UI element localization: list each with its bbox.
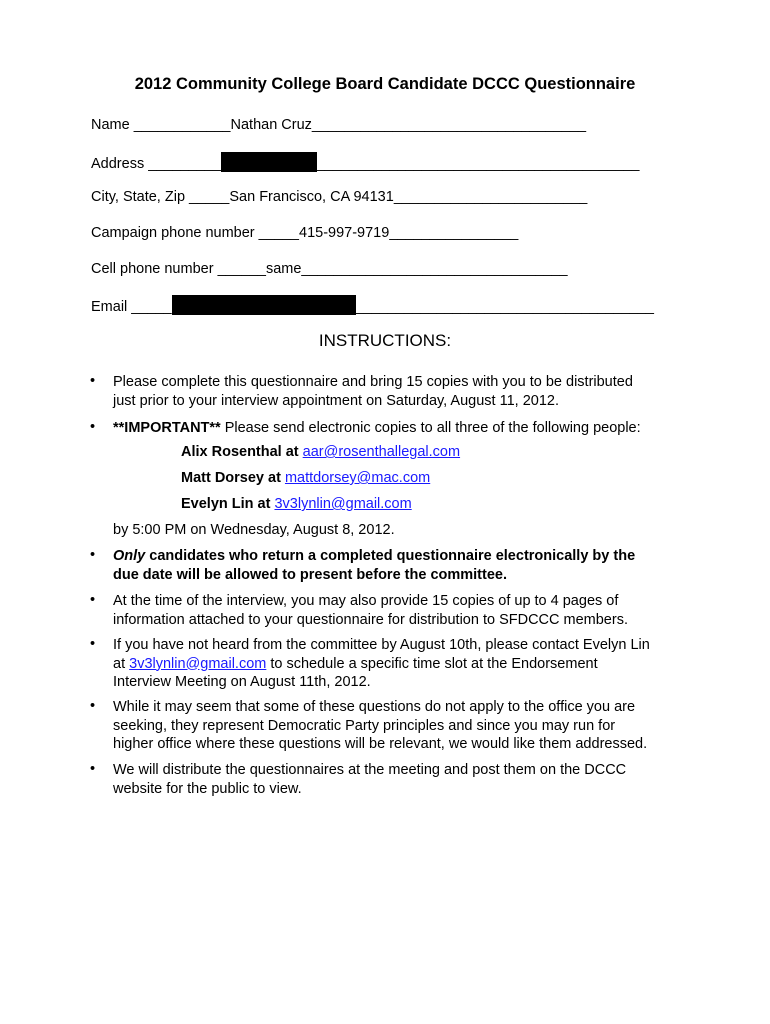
cell-phone-blank-pre: ______: [217, 261, 266, 277]
bullet-icon: •: [90, 761, 96, 777]
instruction-text: We will distribute the questionnaires at the meeting and post them on the DCCC: [113, 762, 627, 778]
campaign-phone-label: Campaign phone number: [91, 225, 255, 241]
email-label: Email: [91, 299, 128, 315]
bullet-icon: •: [90, 698, 96, 714]
instruction-text: Interview Meeting on August 11th, 2012.: [113, 674, 371, 690]
instruction-text: candidates who return a completed questionnaire electronically by the: [145, 548, 636, 564]
instruction-text: While it may seem that some of these questions do not apply to the office you are: [113, 699, 636, 715]
instruction-item-distribution: [113, 761, 626, 798]
instruction-item-copies: [113, 373, 633, 410]
city-state-zip-value: San Francisco, CA 94131: [229, 189, 394, 205]
deadline-text: by 5:00 PM on Wednesday, August 8, 2012.: [113, 522, 395, 538]
email-blank-pre: _____: [131, 299, 172, 315]
bullet-icon: •: [90, 592, 96, 608]
email-blank-post: _____________________________________: [355, 299, 655, 315]
address-field: [91, 152, 639, 173]
instruction-text: website for the public to view.: [113, 780, 302, 797]
instruction-text: to schedule a specific time slot at the Endorsement: [266, 655, 598, 672]
city-state-zip-field: [91, 188, 587, 206]
instructions-heading: INSTRUCTIONS:: [318, 331, 452, 350]
address-blank-pre: _________: [148, 156, 221, 172]
contact-name: Alix Rosenthal at: [181, 444, 303, 460]
email-link-matt[interactable]: mattdorsey@mac.com: [284, 470, 431, 486]
email-link-alix[interactable]: aar@rosenthallegal.com: [302, 444, 461, 460]
city-state-zip-label: City, State, Zip: [91, 189, 186, 205]
email-link-evelyn-inline[interactable]: 3v3lynlin@gmail.com: [129, 655, 267, 672]
campaign-phone-value: 415-997-9719: [299, 225, 390, 241]
name-blank-pre: ____________: [133, 117, 231, 133]
instruction-item-important: [113, 419, 641, 438]
instruction-item-attachments: [113, 592, 628, 629]
email-field: [91, 295, 654, 316]
instruction-text: If you have not heard from the committee by August 10th, please contact Evelyn Lin: [113, 637, 650, 653]
document-title: 2012 Community College Board Candidate DCCC Questionnaire: [134, 75, 636, 93]
instruction-text: just prior to your interview appointment on Saturday, August 11, 2012.: [113, 392, 560, 409]
instruction-item-questions: [113, 698, 647, 754]
email-redaction: [172, 295, 356, 315]
campaign-phone-field: [91, 224, 518, 242]
city-blank-pre: _____: [189, 189, 230, 205]
bullet-icon: •: [90, 419, 96, 435]
instruction-text: At the time of the interview, you may also provide 15 copies of up to 4 pages of: [113, 593, 619, 609]
email-link-evelyn[interactable]: 3v3lynlin@gmail.com: [274, 496, 412, 512]
city-blank-post: ________________________: [393, 189, 588, 205]
name-label: Name: [91, 117, 130, 133]
instruction-text: Please complete this questionnaire and bring 15 copies with you to be distributed: [113, 374, 633, 390]
cell-phone-value: same: [265, 261, 302, 277]
instruction-item-contact: [113, 636, 650, 692]
contact-name: Matt Dorsey at: [181, 470, 285, 486]
bullet-icon: •: [90, 636, 96, 652]
instruction-text: Please send electronic copies to all three of the following people:: [220, 420, 641, 436]
address-redaction: [221, 152, 317, 172]
name-field: [91, 116, 586, 134]
address-label: Address: [91, 156, 145, 172]
name-value: Nathan Cruz: [230, 117, 312, 133]
instruction-text: due date will be allowed to present before the committee.: [113, 566, 507, 583]
address-blank-post: ________________________________________: [316, 156, 640, 172]
contact-name: Evelyn Lin at: [181, 496, 275, 512]
bullet-icon: •: [90, 373, 96, 389]
instruction-text: information attached to your questionnaire for distribution to SFDCCC members.: [113, 611, 628, 628]
only-emphasis: Only: [113, 548, 146, 564]
instruction-item-only: [113, 547, 635, 584]
contact-alix: [181, 444, 460, 460]
contact-matt: [181, 470, 430, 486]
campaign-phone-blank-pre: _____: [258, 225, 299, 241]
cell-phone-field: [91, 260, 568, 278]
cell-phone-blank-post: _________________________________: [301, 261, 568, 277]
instruction-text: at: [113, 655, 130, 672]
bullet-icon: •: [90, 547, 96, 563]
campaign-phone-blank-post: ________________: [389, 225, 519, 241]
instruction-text: seeking, they represent Democratic Party principles and since you may run for: [113, 717, 616, 734]
instruction-text: higher office where these questions will be relevant, we would like them addressed.: [113, 736, 648, 752]
cell-phone-label: Cell phone number: [91, 261, 214, 277]
important-label: **IMPORTANT**: [113, 420, 221, 436]
name-blank-post: __________________________________: [311, 117, 587, 133]
contact-evelyn: [181, 496, 412, 512]
